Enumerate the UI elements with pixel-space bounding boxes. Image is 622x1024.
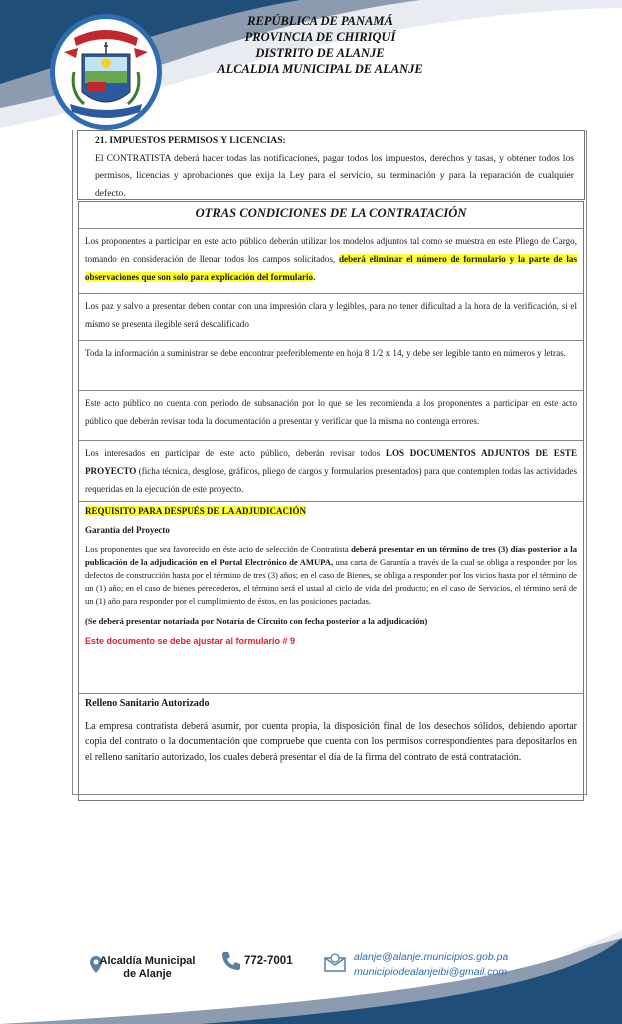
requirement-deadline: deberá presentar en un término de tres (3) días posterior a la publicación de la adjudicación en el Portal Electrónico de AMUPA, [85, 544, 577, 567]
sanitary-landfill-row [79, 694, 583, 800]
header-line-province: PROVINCIA DE CHIRIQUÍ [244, 30, 396, 44]
requirement-subtitle: Garantía del Proyecto [85, 525, 170, 535]
address-line-2: de Alanje [123, 968, 172, 980]
header-line-republic: REPÚBLICA DE PANAMÁ [247, 14, 393, 28]
condition-text: Los paz y salvo a presentar deben contar con una impresión clara y legibles, para no tener dificultad a la hora de la verificación, si el mismo se presenta ilegible será descalificado [85, 301, 577, 329]
landfill-body: La empresa contratista deberá asumir, por cuenta propia, la disposición final de los desechos sólidos, debiendo aportar copia del contrato o la documentación que compruebe que cuenta con los permisos correspondientes para depositarlos en el relleno sanitario autorizado, los cuales deberá presentar el día de la firma del contrato de está contratación. [85, 720, 577, 763]
email-link-official[interactable]: alanje@alanje.municipios.gob.pa [354, 951, 509, 963]
footer-address [90, 955, 205, 981]
conditions-title: OTRAS CONDICIONES DE LA CONTRATACIÓN [195, 206, 467, 220]
requirement-body [85, 543, 577, 608]
footer-emails [354, 950, 508, 980]
highlighted-instruction: deberá eliminar el número de formulario y la parte de las observaciones que son solo para explicación del formulario [85, 253, 578, 282]
footer-phone[interactable]: 772-7001 [244, 955, 293, 967]
section-21-title: 21. IMPUESTOS PERMISOS Y LICENCIAS: [95, 135, 286, 146]
conditions-table [78, 201, 584, 801]
header-line-district: DISTRITO DE ALANJE [255, 46, 385, 60]
condition-row-paper-size [79, 341, 583, 391]
period: . [313, 271, 316, 282]
condition-text: Los interesados en participar de este acto público, deberán revisar todos [85, 448, 386, 458]
condition-row-attached-docs [79, 441, 583, 502]
notary-note: (Se deberá presentar notariada por Notaría de Circuito con fecha posterior a la adjudicación) [85, 616, 428, 626]
header-titles [170, 13, 470, 77]
requirement-text: Los proponentes que sea favorecido en éste acto de selección de Contratista [85, 544, 352, 554]
municipal-seal [48, 12, 164, 132]
requirement-title: REQUISITO PARA DESPUÉS DE LA ADJUDICACIÓN [85, 506, 306, 516]
condition-text: Toda la información a suministrar se debe encontrar preferiblemente en hoja 8 1/2 x 14, y debe ser legible tanto en números y letras. [85, 348, 566, 358]
phone-icon [220, 950, 242, 972]
header-line-municipality: ALCALDIA MUNICIPAL DE ALANJE [217, 62, 423, 76]
requirement-text: una carta de Garantía a través de la cual se obliga a responder por los defectos de construcción hasta por el término de tres (3) años; en el caso de Bienes, se obliga a responder por los vicios hasta por el término de un (1) año; en el caso de bienes perecederos, el término será el usual al ciclo de vida del producto; en el caso de Servicios, el término será de un (1) año para responder por el cumplimiento de éstos, en las posiciones pactadas. [85, 557, 577, 606]
form-9-note: Este documento se debe ajustar al formulario # 9 [85, 636, 296, 646]
condition-row-no-subsanacion [79, 391, 583, 441]
email-link-gmail[interactable]: municipiodealanjeibi@gmail.com [354, 966, 508, 978]
section-21-taxes-permits [77, 130, 585, 200]
requirement-after-award [79, 502, 583, 694]
condition-text: Los proponentes a participar en este acto público deberán utilizar los modelos adjuntos tal como se muestra en este Pliego de Cargo, tomando en consideración de llenar todos los campos solicitados, [85, 236, 577, 264]
landfill-title: Relleno Sanitario Autorizado [85, 698, 210, 709]
address-line-1: Alcaldía Municipal [99, 955, 196, 967]
section-21-body: El CONTRATISTA deberá hacer todas las notificaciones, pagar todos los impuestos, derechos y tasas, y obtener todos los permisos, licencias y aprobaciones que exija la Ley para el servicio, su terminación y para la reparación de cualquier defecto. [95, 152, 574, 199]
condition-text: (ficha técnica, desglose, gráficos, pliego de cargos y formularios presentados) para que contemplen todas las actividades requeridas en la ejecución de este proyecto. [85, 465, 577, 494]
condition-row-forms [79, 229, 583, 294]
conditions-title-row [79, 202, 583, 229]
attached-docs-emphasis: LOS DOCUMENTOS ADJUNTOS DE ESTE PROYECTO [85, 448, 578, 476]
envelope-icon [324, 952, 346, 972]
condition-text: Este acto público no cuenta con periodo de subsanación por lo que se les recomienda a los proponentes a participar en este acto público que deberán revisar toda la documentación a presentar y verificar que la misma no contenga errores. [85, 398, 577, 426]
condition-row-paz-y-salvo [79, 294, 583, 341]
